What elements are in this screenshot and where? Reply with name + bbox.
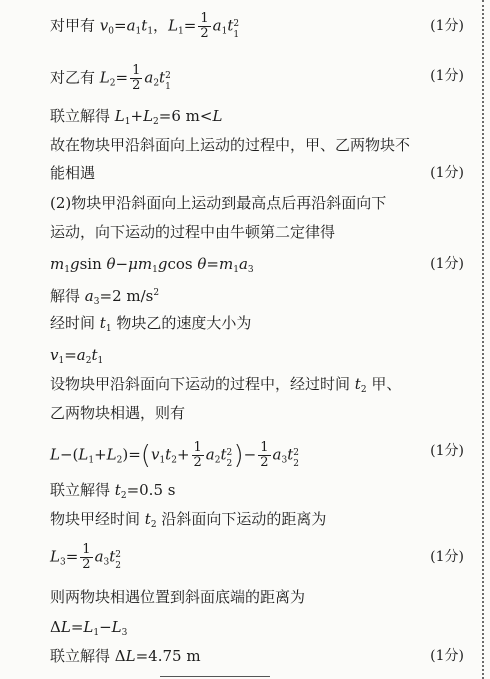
eq-sum: 联立解得 $L_1+L_2=6$ m<L (50, 107, 223, 127)
eq-yi: 对乙有 $L_2=$ $\frac{1}{2}$ $a_2t$ 2 1 (50, 63, 171, 93)
binding-edge (482, 0, 484, 679)
eq-meet: $L-(L_1+L_2)=(v_1t_2+$ $\frac{1}{2}$ $a_2t$ 2 2 )− $\frac{1}{2}$ $a_3t$ 2 2 (50, 440, 299, 471)
eq-jia: 对甲有 $v_0=a_1t_1$，$L_1=$ $\frac{1}{2}$ $a_1t$ 2 1 (50, 11, 240, 41)
score: (1分) (430, 68, 464, 84)
text-line: 设物块甲沿斜面向下运动的过程中，经过时间 $t_2$ 甲、 (50, 375, 402, 395)
text-line: 经时间 $t_1$ 物块乙的速度大小为 (50, 314, 252, 334)
divider (160, 676, 270, 677)
text-line: (2)物块甲沿斜面向上运动到最高点后再沿斜面向下 (50, 194, 387, 212)
text-line: 物块甲经时间 $t_2$ 沿斜面向下运动的距离为 (50, 510, 327, 530)
text-line: 乙两物块相遇，则有 (50, 404, 186, 422)
score: (1分) (430, 18, 464, 34)
score: (1分) (430, 443, 464, 459)
eq-v1: $v_1=a_2t_1$ (50, 346, 104, 366)
score: (1分) (430, 549, 464, 565)
eq-L3: $L_3=$ $\frac{1}{2}$ $a_3t$ 2 2 (50, 542, 122, 572)
eq-dL: 联立解得 ΔL=4.75 m (50, 647, 201, 665)
eq-t2: 联立解得 $t_2=0.5$ s (50, 481, 176, 501)
score: (1分) (430, 256, 464, 272)
score: (1分) (430, 648, 464, 664)
score: (1分) (430, 165, 464, 181)
text-line: 则两物块相遇位置到斜面底端的距离为 (50, 588, 306, 606)
text-line: 运动，向下运动的过程中由牛顿第二定律得 (50, 223, 336, 241)
eq-a3: 解得 $a_3=2$ $m/s^2$ (50, 287, 160, 307)
eq-dL-def: $\Delta L=L_1-L_3$ (50, 618, 128, 638)
text-line: 能相遇 (50, 164, 96, 182)
text-line: 故在物块甲沿斜面向上运动的过程中，甲、乙两物块不 (50, 136, 411, 154)
eq-newton: $m_1gsin$ $\theta-\mu m_1gcos$ $\theta=m_1a_3$ (50, 255, 254, 275)
